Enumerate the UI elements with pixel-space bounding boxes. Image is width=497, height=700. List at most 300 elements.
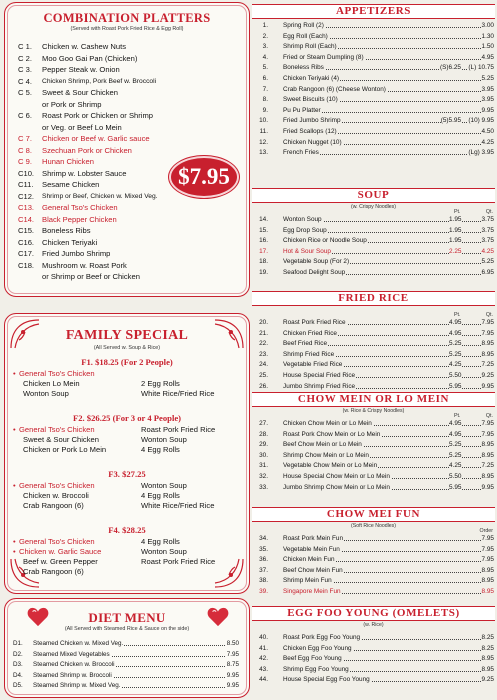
menu-item [254,64,495,73]
combination-subtitle: (Served with Roast Pork Fried Rice & Egg Roll) [70,26,184,32]
menu-item [254,96,495,105]
menu-item-number: 29. [259,441,268,449]
menu-item-number: 10. [259,117,268,125]
diet-item-price: 9.95 [226,682,239,690]
combo-item-code: C 8. [18,145,32,155]
menu-item [254,128,495,137]
diet-item-name: Steamed Chicken w. Mixed Veg. [33,640,124,647]
menu-item-number: 12. [259,138,268,146]
menu-item-price: 9.95 [481,106,494,114]
menu-item-number: 6. [262,75,268,82]
menu-item-price: 8.95 [481,340,494,348]
menu-item-name: Roast Pork Mein Fun [283,535,344,542]
menu-item-price: 8.95 [481,441,494,449]
menu-item [254,420,495,429]
section-title: CHOW MEI FUN [326,508,421,520]
combo-item-name: Chicken Shrimp, Pork Beef w. Broccoli [42,77,157,85]
menu-item-price-small: 4.95 [449,420,462,427]
menu-item-name: Beef Fried Rice [283,340,328,348]
menu-item-price: 8.25 [481,634,494,641]
menu-item-price: 1.30 [481,32,494,40]
menu-item [254,383,495,392]
menu-item-price: 8.95 [481,350,494,358]
menu-item-price-small: 5.50 [449,372,462,379]
menu-item-name: Jumbo Shrimp Chow Mein or Lo Mein [283,483,390,491]
section-header [252,507,495,522]
menu-item [254,75,495,84]
combo-item-code: C 9. [18,157,32,166]
menu-item-number: 41. [259,644,268,652]
combo-item-code: C 4. [18,76,32,86]
menu-item-name: Chicken Fried Rice [283,329,337,337]
section-title: EGG FOO YOUNG (OMELETS) [287,607,460,619]
menu-item [254,248,495,257]
diet-item-name: Steamed Shrimp w. Mixed Veg. [33,682,121,690]
combo-item-name: or Pork or Shrimp [42,99,102,109]
menu-item-number: 14. [259,216,268,223]
column-header-qt: Qt. [485,413,493,419]
family-set-item: Crab Rangoon (6) [23,567,84,576]
menu-item [254,577,495,586]
diet-item-name: Steamed Shrimp w. Broccoli [33,671,112,679]
left-column [4,2,250,698]
combo-item-name: Mushroom w. Roast Pork [42,260,127,270]
diet-subtitle: (All Served with Steamed Rice & Sauce on the side) [64,626,190,632]
menu-item-number: 13. [259,149,268,157]
menu-item-number: 24. [259,361,268,369]
menu-item [254,431,495,440]
menu-item [254,473,495,482]
menu-item [254,269,495,278]
family-set-item: Chicken Lo Mein [23,379,80,388]
family-set-item: Chicken w. Broccoli [23,491,89,500]
family-set-side: White Rice/Fried Rice [141,389,215,398]
diet-menu-box [4,598,250,698]
combo-item-code: C14. [18,214,35,224]
menu-item [254,666,495,675]
menu-item-price-small: 4.95 [449,319,462,326]
combo-item-code: C13. [18,203,35,212]
menu-item-name: Seafood Delight Soup [283,269,346,276]
menu-item [254,107,495,116]
menu-item-number: 38. [259,577,268,585]
menu-item [254,484,495,493]
menu-item-name: Jumbo Shrimp Fried Rice [283,382,356,390]
combo-item-name: Boneless Ribs [42,226,91,235]
menu-item-number: 32. [259,473,268,480]
menu-item-price: 8.25 [481,644,494,652]
menu-item-name: House Special Chow Mein or Lo Mein [283,473,390,480]
menu-item-price: 8.95 [481,588,494,595]
menu-item [254,452,495,461]
menu-item-price-small: 5.25 [449,451,462,459]
combo-item-name: Chicken or Beef w. Garlic sauce [42,134,150,143]
menu-item [254,462,495,471]
menu-item-name: Egg Roll (Each) [283,32,328,40]
menu-item-number: 35. [259,545,268,553]
menu-item [254,330,495,339]
menu-item-price: 3.75 [481,237,494,245]
menu-item-name: Sweet Biscuits (10) [283,96,338,104]
menu-item-name: House Special Egg Foo Young [283,676,370,684]
family-set-item: Wonton Soup [23,389,69,398]
menu-item [254,676,495,685]
menu-item-price: 8.95 [481,473,494,480]
family-set-side: White Rice/Fried Rice [141,501,215,510]
family-set-item: • General Tso's Chicken [19,425,95,434]
menu-item-name: Chicken Rice or Noodle Soup [283,237,367,245]
menu-item-number: 9. [262,106,268,114]
menu-item-price-small: 4.25 [449,361,462,369]
menu-item [254,634,495,643]
combo-item-code: C15. [18,226,35,235]
combo-item-name: General Tso's Chicken [42,203,118,212]
menu-item [254,546,495,555]
menu-item-number: 19. [259,269,268,276]
menu-item-name: Crab Rangoon (6) (Cheese Wonton) [283,85,386,93]
menu-item-price: 9.95 [481,382,494,390]
menu-item-name: Roast Pork Fried Rice [283,319,346,326]
menu-item-number: 2. [262,32,268,40]
menu-item-price: 7.25 [481,361,494,369]
menu-item-price: 3.75 [481,226,494,234]
combo-item-name: Sesame Chicken [42,180,100,189]
menu-item-number: 5. [262,64,268,72]
family-set-side: Roast Pork Fried Rice [141,557,216,566]
menu-item [254,117,495,126]
family-set-side: Wonton Soup [141,435,187,444]
menu-item [254,86,495,95]
menu-item [254,351,495,360]
menu-item-name: Shrimp Chow Mein or Lo Mein [283,451,369,459]
diet-item-price: 7.95 [226,650,239,658]
menu-item [254,139,495,148]
menu-item-number: 15. [259,226,268,234]
menu-item-price: 3.95 [481,96,494,104]
menu-item-name: Shrimp Mein Fun [283,577,332,585]
menu-item-name: Shrimp Fried Rice [283,350,335,358]
column-header-qt: Qt. [485,209,493,215]
diet-item-code: D4. [13,671,23,679]
diet-item-name: Steamed Chicken w. Broccoli [33,661,115,669]
combo-item-code: C 2. [18,53,32,63]
column-header-pt: Pt. [454,312,461,318]
menu-item-name: Shrimp Roll (Each) [283,43,337,51]
diet-item-price: 8.75 [226,661,239,669]
menu-item-price: 8.95 [481,577,494,585]
combo-item-code: C 1. [18,42,32,51]
column-header-qt: Qt. [485,312,493,318]
menu-item-number: 40. [259,634,268,641]
family-set-item: • General Tso's Chicken [19,537,95,546]
menu-item [254,645,495,654]
family-set-heading: F2. $26.25 (For 3 or 4 People) [72,413,182,423]
family-set-item: Crab Rangoon (6) [23,501,84,510]
family-set-side: Roast Pork Fried Rice [141,425,216,434]
menu-item [254,655,495,664]
menu-item-number: 28. [259,430,268,438]
diet-title: DIET MENU [88,610,166,625]
menu-item-name: Singapore Mein Fun [283,588,341,595]
menu-item-price: 7.95 [481,420,494,427]
menu-item-price: 7.95 [481,545,494,553]
family-set-side: 4 Egg Rolls [141,445,180,454]
corner-ornament-br [211,555,245,589]
combo-item-name: Pepper Steak w. Onion [42,65,120,74]
menu-item-number: 8. [262,96,268,104]
menu-item-price: 3.95 [481,85,494,93]
diet-item-code: D2. [13,650,23,658]
combo-item-code: C17. [18,249,35,258]
menu-item-price: 4.95 [481,53,494,61]
combo-item-name: Szechuan Pork or Chicken [42,145,132,155]
menu-item-price-small: 1.95 [449,237,462,245]
menu-item-number: 23. [259,350,268,358]
family-title: FAMILY SPECIAL [65,328,189,343]
menu-item-name: Shrimp Egg Foo Young [283,665,349,673]
family-set-item: • Chicken w. Garlic Sauce [19,547,101,556]
diet-item-name: Steamed Mixed Vegetables [33,650,110,658]
menu-item-name: Egg Drop Soup [283,226,327,234]
menu-item-name: Fried Jumbo Shrimp [283,117,341,125]
menu-item-price-small: 5.25 [449,441,462,449]
combination-platters-box [4,2,250,297]
menu-item-name: Chicken Nugget (10) [283,138,342,146]
menu-item-number: 27. [259,420,268,427]
column-header-pt: Pt. [454,209,461,215]
menu-item-price: 5.25 [481,258,494,266]
menu-item-number: 1. [262,22,268,29]
diet-item-code: D5. [13,682,23,690]
combo-item-code: C10. [18,168,35,178]
menu-item-name: House Special Fried Rice [283,372,356,379]
menu-item-price-small: 2.25 [449,247,462,255]
combo-item-code: C18. [18,260,35,270]
right-column [252,2,495,698]
menu-item [254,33,495,42]
menu-item [254,43,495,52]
column-header-qt: Order [479,528,493,534]
family-set-side: 2 Egg Rolls [141,379,180,388]
family-set-side: 4 Egg Rolls [141,491,180,500]
menu-item-name: Vegetable Fried Rice [283,361,343,369]
menu-item-name: Fried or Steam Dumpling (8) [283,53,364,61]
family-set-heading: F1. $18.25 (For 2 People) [81,357,173,367]
menu-item [254,149,495,158]
menu-item-price: 4.50 [481,128,494,135]
menu-item-price: (Lg) 3.95 [468,149,494,157]
menu-item-number: 20. [259,319,268,326]
combo-item-code: C 7. [18,134,32,143]
menu-item-name: Chicken Chow Mein or Lo Mein [283,420,372,427]
menu-item-price-small: 4.25 [449,462,462,470]
menu-item-number: 18. [259,258,268,266]
menu-item-price-small: 5.25 [449,350,462,358]
combo-item-name: Shrimp w. Lobster Sauce [42,168,127,178]
menu-item-price-small: 5.50 [449,473,462,480]
menu-item-price: 7.95 [481,319,494,326]
menu-item-price: 3.75 [481,216,494,223]
combo-item-code: C12. [18,191,35,201]
menu-item-number: 44. [259,676,268,684]
menu-item-price: 3.00 [481,22,494,29]
combo-item-name: Chicken Teriyaki [42,237,98,247]
section-header [252,291,495,306]
family-set-side: Wonton Soup [141,481,187,490]
section-header [252,188,495,203]
menu-item-price-small: (S)6.25 [440,64,461,72]
menu-item-number: 7. [262,85,268,93]
combo-item-name: Fried Jumbo Shrimp [42,249,111,258]
menu-item-price: 8.95 [481,665,494,673]
menu-item-name: Hot & Sour Soup [283,247,331,255]
combo-item-code: C 3. [18,65,32,74]
menu-item-price: 5.25 [481,75,494,82]
family-special-box [4,313,250,594]
section-subtitle: (w. Rice) [363,622,384,628]
menu-item [254,361,495,370]
menu-item-name: Spring Roll (2) [283,22,324,29]
menu-item [254,319,495,328]
combo-item-code: C16. [18,237,35,247]
section-title: APPETIZERS [335,5,412,17]
menu-item [254,216,495,225]
family-set-heading: F4. $28.25 [108,525,146,535]
menu-item-number: 37. [259,566,268,574]
diet-item-price: 9.95 [226,671,239,679]
family-subtitle: (All Served w. Soup & Rice) [93,345,161,351]
family-set-item: Beef w. Green Pepper [23,557,98,566]
menu-item-number: 39. [259,588,268,595]
menu-item-price: 8.95 [481,451,494,459]
menu-item-name: Wonton Soup [283,216,322,223]
menu-item [254,567,495,576]
menu-item-name: Chicken Egg Foo Young [283,644,352,652]
menu-item-name: Beef Egg Foo Young [283,655,342,663]
combo-item-name: Hunan Chicken [42,157,94,166]
menu-item-number: 11. [259,128,268,135]
menu-item-number: 33. [259,483,268,491]
menu-item-name: Roast Pork Egg Foo Young [283,634,361,641]
menu-item [254,258,495,267]
menu-item [254,556,495,565]
menu-item-number: 4. [262,53,268,61]
menu-item-price: 8.95 [481,655,494,663]
family-set-item: Chicken or Pork Lo Mein [23,445,107,454]
menu-item [254,588,495,597]
menu-item-name: Beef Chow Mein or Lo Mein [283,441,362,449]
combo-item-code: C 5. [18,88,32,97]
diet-item-code: D3. [13,661,23,669]
menu-item [254,441,495,450]
menu-item-price: 4.25 [481,138,494,146]
section-title: SOUP [357,189,390,201]
menu-item-price-small: 4.95 [449,430,462,438]
section-header [252,606,495,621]
menu-item-number: 31. [259,462,268,470]
menu-item-number: 43. [259,665,268,673]
menu-item-number: 30. [259,451,268,459]
menu-item-price-small: 1.95 [449,226,462,234]
menu-item-price-small: 4.95 [449,329,462,337]
combo-item-name: Sweet & Sour Chicken [42,88,118,97]
menu-item-price-small: 5.95 [449,382,462,390]
combo-item-code: C11. [18,180,34,189]
family-set-item: • General Tso's Chicken [19,481,95,490]
section-subtitle: (Soft Rice Noodles) [351,523,396,529]
combination-title: COMBINATION PLATTERS [43,11,211,25]
menu-item-price: (L) 10.75 [468,64,494,72]
combo-item-name: or Shrimp or Beef or Chicken [42,272,140,281]
menu-item-price: 7.95 [481,430,494,438]
section-subtitle: (w. Rice & Crispy Noodles) [342,408,405,414]
menu-item-price-small: 5.95 [449,483,462,491]
menu-item-number: 21. [259,329,268,337]
menu-item-price: (10) 9.95 [468,117,494,125]
combo-item-name: Shrimp or Beef, Chicken w. Mixed Veg. [42,192,158,200]
menu-item-price: 1.50 [481,43,494,51]
menu-item-number: 34. [259,535,268,542]
menu-item-price: 4.25 [481,247,494,255]
menu-item-number: 22. [259,340,268,348]
menu-item [254,22,495,31]
menu-item-name: Roast Pork Chow Mein or Lo Mein [283,430,381,438]
menu-item-name: Chicken Mein Fun [283,556,335,564]
menu-item [254,535,495,544]
family-set-item: Sweet & Sour Chicken [23,435,99,444]
combo-item-code: C 6. [18,111,32,120]
section-title: FRIED RICE [338,292,409,304]
family-set-side: Wonton Soup [141,547,187,556]
combo-item-name: Moo Goo Gai Pan (Chicken) [42,53,138,63]
menu-item-number: 17. [259,247,268,255]
menu-item-number: 16. [259,237,268,245]
menu-item-name: Fried Scallops (12) [283,128,337,135]
family-set-heading: F3. $27.25 [108,469,146,479]
section-header [252,392,495,407]
combo-item-name: Roast Pork or Chicken or Shrimp [42,111,153,120]
column-header-pt: Pt. [454,413,461,419]
menu-item-name: Vegetable Chow Mein or Lo Mein [283,462,378,470]
menu-item-name: French Fries [283,149,319,157]
menu-item-price: 6.95 [481,269,494,276]
menu-item-name: Chicken Teriyaki (4) [283,75,339,82]
menu-item-price: 7.95 [481,556,494,564]
menu-item-number: 36. [259,556,268,564]
combo-item-name: or Veg. or Beef Lo Mein [42,122,122,132]
menu-item [254,237,495,246]
diet-item-code: D1. [13,640,23,647]
combo-item-name: Black Pepper Chicken [42,214,117,224]
menu-item-name: Boneless Ribs [283,64,324,72]
menu-item-number: 25. [259,372,268,379]
menu-item-name: Pu Pu Platter [283,106,321,114]
menu-item-number: 42. [259,655,268,663]
menu-item-price: 7.25 [481,462,494,470]
family-set-item: • General Tso's Chicken [19,369,95,378]
menu-item-name: Vegetable Soup (For 2) [283,258,350,266]
menu-item-number: 3. [262,43,268,51]
menu-item-price: 7.95 [481,535,494,542]
section-title: CHOW MEIN OR LO MEIN [297,393,450,405]
menu-item-name: Beef Chow Mein Fun [283,566,343,574]
menu-item-price: 9.95 [481,483,494,491]
menu-item [254,372,495,381]
menu-item-price-small: 5.25 [449,340,462,348]
section-header [252,4,495,19]
combo-item-name: Chicken w. Cashew Nuts [42,42,126,51]
menu-item-number: 26. [259,382,268,390]
